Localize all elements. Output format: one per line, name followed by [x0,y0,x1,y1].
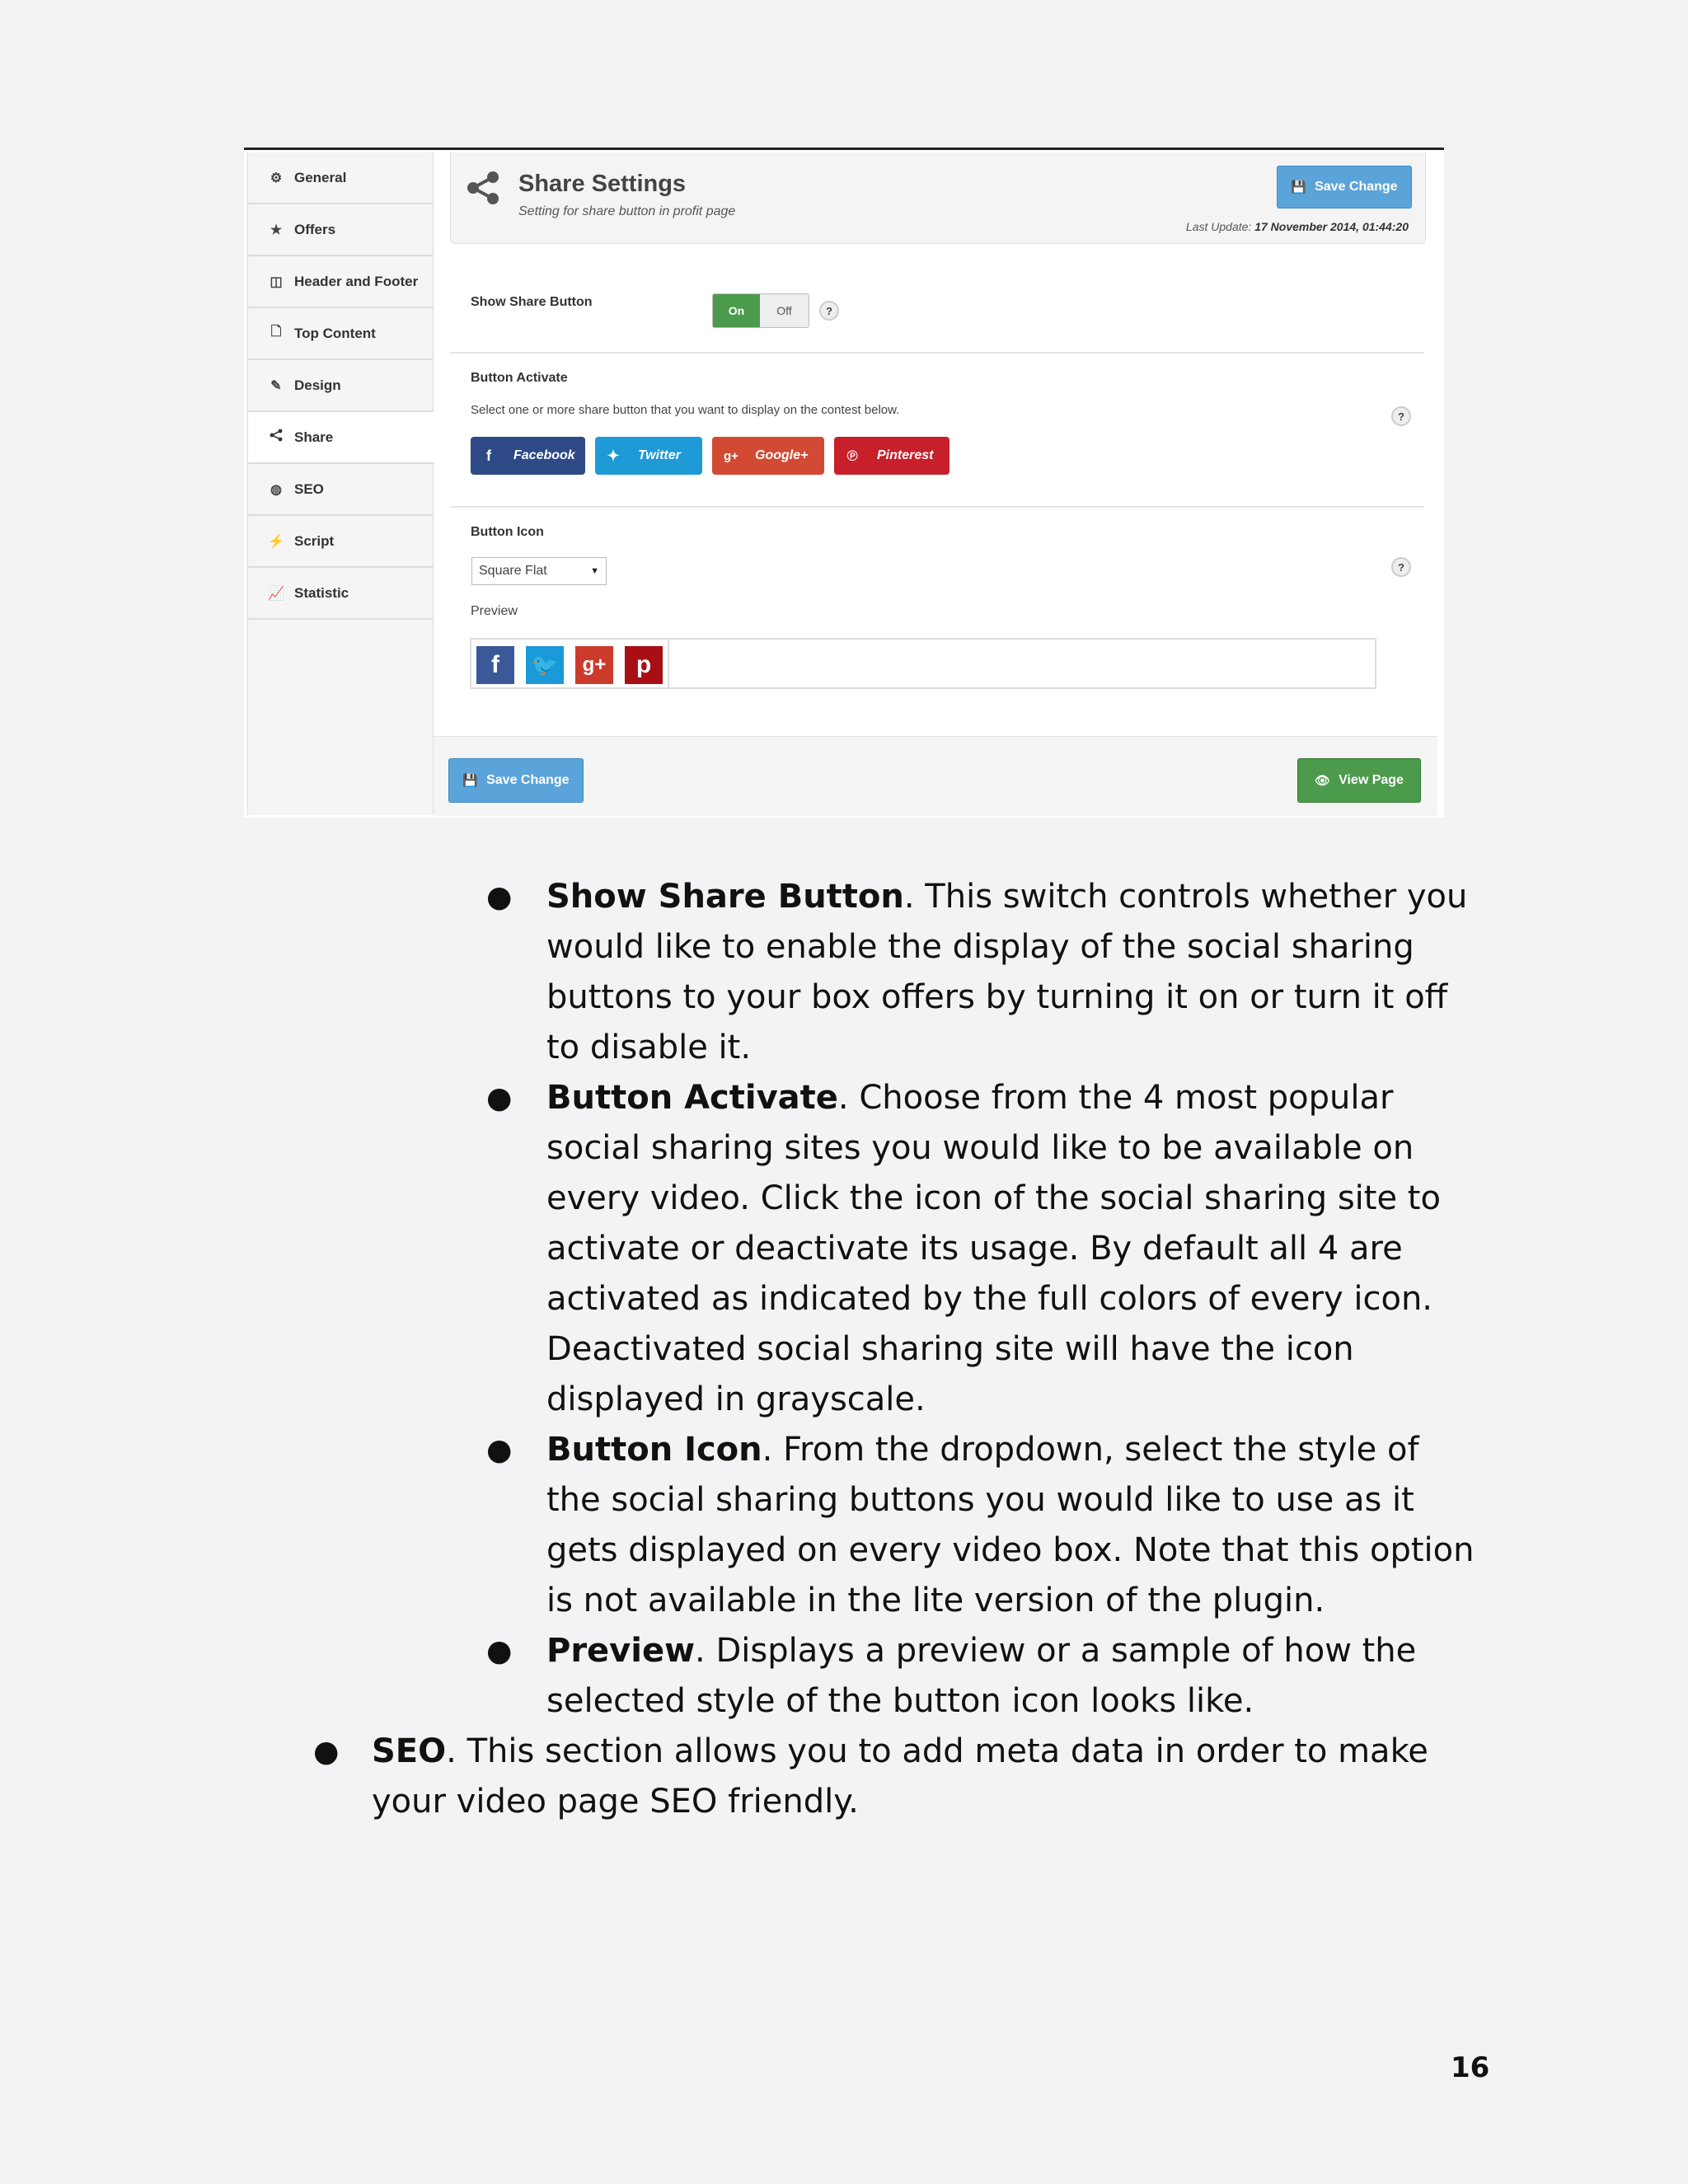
share-icon [466,171,500,209]
bullet: ● [486,1433,513,1467]
save-button-label: Save Change [486,773,570,787]
sidebar-item-label: Share [294,429,334,445]
pinterest-preview-icon: p [625,646,663,684]
line: . Choose from the 4 most popular [837,1079,1394,1117]
last-update [1186,220,1409,233]
list-item [372,1727,1428,1827]
pinterest-label: Pinterest [877,448,934,462]
googleplus-preview-icon: g+ [575,646,613,684]
line: would like to enable the display of the social sharing [546,928,1414,966]
page-subtitle: Setting for share button in profit page [518,204,736,218]
share-icon [266,429,286,446]
sidebar-item-label: Script [294,532,335,549]
settings-header [450,152,1426,244]
line: buttons to your box offers by turning it on or turn it off [546,978,1448,1016]
line: activated as indicated by the full colors of every icon. [546,1280,1433,1318]
term: Show Share Button [546,878,904,916]
list-item [546,1073,1441,1425]
googleplus-label: Google+ [755,448,809,462]
googleplus-share-button[interactable] [712,437,824,475]
sidebar-item-label: Offers [294,221,336,237]
pinterest-share-button[interactable] [834,437,950,475]
last-update-label: Last Update: [1185,220,1252,233]
sidebar-item-label: Top Content [294,325,376,341]
sidebar-item-label: Statistic [294,584,349,601]
save-icon: 💾 [462,774,479,788]
chart-line-icon: 📈 [268,586,284,601]
save-button-label: Save Change [1315,180,1398,194]
preview-box [470,638,1376,689]
bullet: ● [486,1634,513,1668]
brush-icon: ✎ [270,378,282,393]
term: Button Icon [546,1431,762,1469]
toggle-off[interactable]: Off [760,294,809,327]
save-button[interactable] [448,758,584,803]
sidebar-item-design[interactable] [248,360,433,412]
sidebar-item-label: Header and Footer [294,273,419,289]
sidebar-item-header-footer[interactable] [248,256,433,308]
line: gets displayed on every video box. Note that this option [546,1531,1475,1569]
sidebar-item-general[interactable] [248,152,433,204]
eye-icon: 👁 [1315,774,1331,788]
layout-icon: ◫ [270,274,283,289]
line: . From the dropdown, select the style of [762,1431,1419,1469]
line: displayed in grayscale. [546,1380,926,1418]
page-title: Share Settings [518,171,687,197]
list-item [546,872,1467,1073]
preview-label: Preview [471,604,518,618]
facebook-icon: f [486,447,491,464]
list-item [546,1425,1475,1626]
show-share-toggle[interactable] [712,293,809,328]
line: Deactivated social sharing site will have the icon [546,1330,1354,1368]
button-icon-label: Button Icon [471,525,544,539]
line: . This section allows you to add meta data in order to make [446,1732,1428,1770]
line: every video. Click the icon of the social sharing site to [546,1179,1441,1217]
file-icon: 🗋 [270,325,282,339]
sidebar-item-label: SEO [294,480,324,497]
plug-icon: ⚡ [268,534,284,549]
facebook-share-button[interactable] [471,437,585,475]
twitter-icon: ✦ [607,447,620,464]
line: selected style of the button icon looks like. [546,1682,1254,1720]
sidebar-item-share[interactable] [248,412,434,464]
help-icon[interactable]: ? [819,301,839,321]
bullet: ● [486,1081,513,1115]
term: SEO [372,1732,447,1770]
caret-down-icon: ▼ [590,566,599,576]
line: social sharing sites you would like to be available on [546,1129,1414,1167]
divider [668,640,669,687]
list-item [546,1626,1416,1727]
button-icon-selected: Square Flat [479,564,547,578]
sidebar-item-seo[interactable] [248,464,433,516]
button-activate-label: Button Activate [471,371,568,385]
save-button[interactable] [1277,166,1412,209]
button-activate-description: Select one or more share button that you want to display on the contest below. [471,403,900,417]
sidebar-item-top-content[interactable] [248,308,433,360]
divider [450,352,1424,354]
toggle-on[interactable]: On [713,294,760,327]
bullet: ● [486,880,513,914]
twitter-preview-icon: 🐦 [526,646,564,684]
help-icon[interactable]: ? [1391,406,1411,426]
line: your video page SEO friendly. [372,1783,859,1821]
share-settings-screenshot [244,148,1444,818]
sidebar-item-label: Design [294,377,341,393]
gears-icon: ⚙ [270,171,283,185]
twitter-label: Twitter [638,448,681,462]
line: to disable it. [546,1029,752,1066]
bullet: ● [313,1735,340,1769]
sidebar-item-label: General [294,169,347,185]
settings-footer [434,736,1437,816]
line: activate or deactivate its usage. By default all 4 are [546,1230,1403,1268]
line: . Displays a preview or a sample of how the [695,1632,1417,1670]
facebook-preview-icon: f [476,646,514,684]
line: is not available in the lite version of the plugin. [546,1582,1325,1619]
googleplus-icon: g+ [724,448,738,463]
sidebar-item-offers[interactable] [248,204,433,256]
divider [450,506,1424,508]
show-share-label: Show Share Button [471,295,593,309]
sidebar-item-statistic[interactable] [248,568,433,620]
term: Button Activate [546,1079,838,1117]
star-icon: ★ [270,223,283,237]
twitter-share-button[interactable] [595,437,702,475]
page-number: 16 [1451,2051,1490,2084]
view-page-label: View Page [1339,773,1404,787]
help-icon[interactable]: ? [1391,557,1411,577]
last-update-value: 17 November 2014, 01:44:20 [1254,220,1409,233]
globe-icon: ◍ [270,482,282,497]
term: Preview [546,1632,696,1670]
save-icon: 💾 [1291,180,1307,194]
sidebar-item-script[interactable] [248,516,433,568]
facebook-label: Facebook [513,448,575,462]
view-page-button[interactable] [1297,758,1421,803]
line: . This switch controls whether you [903,878,1468,916]
settings-sidebar [247,152,434,815]
pinterest-icon: ℗ [846,447,858,464]
line: the social sharing buttons you would like to use as it [546,1481,1414,1519]
button-icon-select[interactable] [471,557,607,585]
